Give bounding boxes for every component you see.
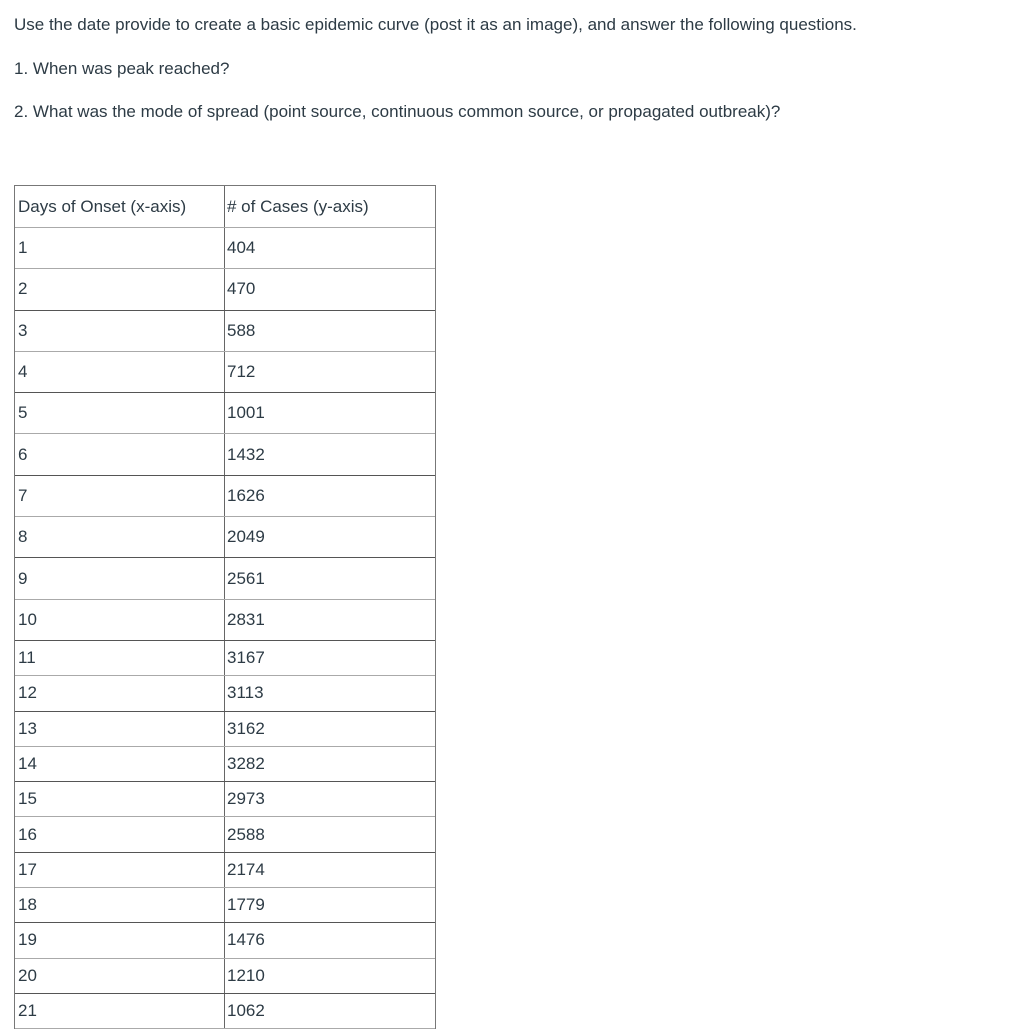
cases-cell: 2049 (227, 527, 265, 547)
table-row (15, 641, 435, 676)
table-row (15, 269, 435, 310)
table-row (15, 352, 435, 393)
cases-cell: 404 (227, 238, 256, 258)
question-prompt: Use the date provide to create a basic epidemic curve (post it as an image), and answer the following questions. (14, 15, 857, 34)
cases-cell: 1476 (227, 930, 265, 950)
day-cell: 5 (15, 393, 225, 433)
cases-cell: 2973 (227, 789, 265, 809)
table-row (15, 517, 435, 558)
cases-cell: 2831 (227, 609, 265, 629)
day-cell: 15 (15, 782, 225, 816)
cases-cell: 1432 (227, 444, 265, 464)
cases-cell: 588 (227, 320, 256, 340)
cases-cell: 2561 (227, 568, 265, 588)
table-row (15, 311, 435, 352)
day-cell: 19 (15, 923, 225, 957)
table-row (15, 558, 435, 599)
table-row (15, 782, 435, 817)
cases-cell: 1210 (227, 965, 265, 985)
cases-cell: 712 (227, 362, 256, 382)
header-days-of-onset: Days of Onset (x-axis) (15, 186, 225, 227)
day-cell: 6 (15, 434, 225, 474)
cases-cell: 3167 (227, 648, 265, 668)
table-row (15, 476, 435, 517)
table-row (15, 888, 435, 923)
cases-cell: 1001 (227, 403, 265, 423)
table-row (15, 853, 435, 888)
day-cell: 12 (15, 676, 225, 710)
day-cell: 4 (15, 352, 225, 392)
question-2: 2. What was the mode of spread (point source, continuous common source, or propagated outbreak)? (14, 102, 781, 121)
data-table (14, 185, 436, 1029)
table-row (15, 676, 435, 711)
table-row (15, 600, 435, 641)
table-row (15, 959, 435, 994)
cases-cell: 3113 (227, 683, 264, 703)
table-row (15, 817, 435, 852)
day-cell: 21 (15, 994, 225, 1028)
day-cell: 18 (15, 888, 225, 922)
cases-cell: 1062 (227, 1001, 265, 1021)
cases-cell: 2588 (227, 824, 265, 844)
day-cell: 20 (15, 959, 225, 993)
table-row (15, 393, 435, 434)
day-cell: 1 (15, 228, 225, 268)
header-number-of-cases: # of Cases (y-axis) (227, 196, 369, 216)
cases-cell: 2174 (227, 859, 265, 879)
day-cell: 2 (15, 269, 225, 309)
question-1: 1. When was peak reached? (14, 59, 230, 78)
day-cell: 10 (15, 600, 225, 640)
cases-cell: 3282 (227, 754, 265, 773)
day-cell: 11 (15, 641, 225, 675)
cases-cell: 470 (227, 279, 256, 299)
table-header-row (15, 186, 435, 228)
day-cell: 3 (15, 311, 225, 351)
day-cell: 7 (15, 476, 225, 516)
table-row (15, 747, 435, 782)
table-row (15, 228, 435, 269)
day-cell: 13 (15, 712, 225, 746)
day-cell: 9 (15, 558, 225, 598)
day-cell: 8 (15, 517, 225, 557)
day-cell: 17 (15, 853, 225, 887)
day-cell: 14 (15, 747, 225, 781)
day-cell: 16 (15, 817, 225, 851)
table-row (15, 923, 435, 958)
table-row (15, 434, 435, 475)
table-row (15, 712, 435, 747)
cases-cell: 1626 (227, 485, 265, 505)
cases-cell: 1779 (227, 895, 265, 915)
cases-cell: 3162 (227, 718, 265, 738)
